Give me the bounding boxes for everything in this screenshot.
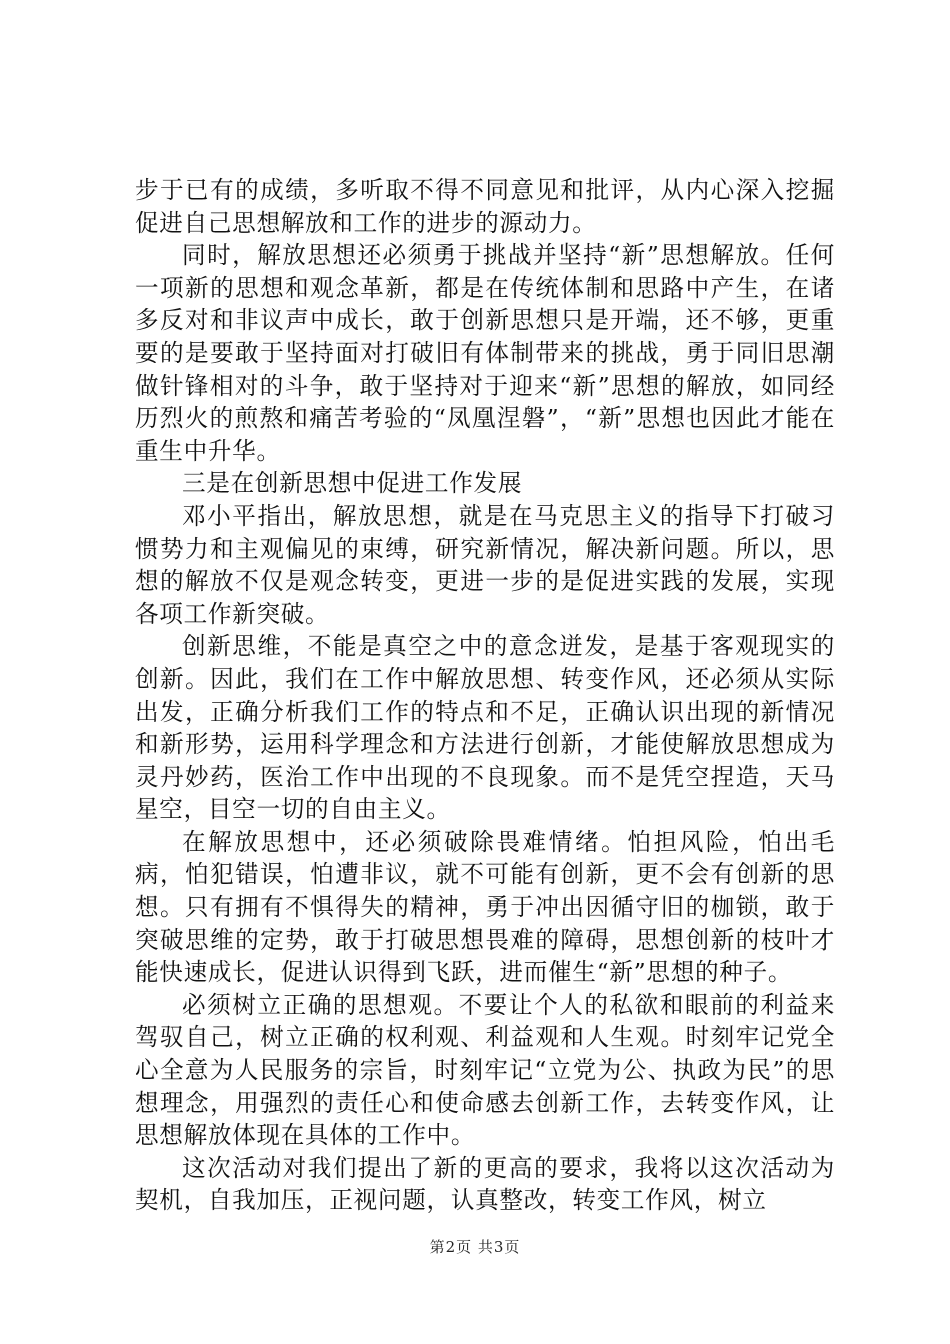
paragraph-new-thought-liberation: 同时，解放思想还必须勇于挑战并坚持“新”思想解放。任何一项新的思想和观念革新，都是在传统体制和思路中产生，在诸多反对和非议声中成长，敢于创新思想只是开端，还不够，更重要的是要敢于坚持面对打破旧有体制带来的挑战，勇于同旧思潮做针锋相对的斗争，敢于坚持对于迎来“新”思想的解放，如同经历烈火的煎熬和痛苦考验的“凤凰涅磐”，“新”思想也因此才能在重生中升华。 bbox=[135, 241, 835, 465]
paragraph-continuation: 步于已有的成绩，多听取不得不同意见和批评，从内心深入挖掘促进自己思想解放和工作的进步的源动力。 bbox=[135, 176, 835, 237]
document-body bbox=[135, 174, 835, 1217]
paragraph-correct-outlook: 必须树立正确的思想观。不要让个人的私欲和眼前的利益来驾驭自己，树立正确的权利观、利益观和人生观。时刻牢记党全心全意为人民服务的宗旨，时刻牢记“立党为公、执政为民”的思想理念，用强烈的责任心和使命感去创新工作，去转变作风，让思想解放体现在具体的工作中。 bbox=[135, 990, 835, 1150]
paragraph-overcome-fear: 在解放思想中，还必须破除畏难情绪。怕担风险，怕出毛病，怕犯错误，怕遭非议，就不可能有创新，更不会有创新的思想。只有拥有不惧得失的精神，勇于冲出因循守旧的枷锁，敢于突破思维的定势，敢于打破思想畏难的障碍，思想创新的枝叶才能快速成长，促进认识得到飞跃，进而催生“新”思想的种子。 bbox=[135, 827, 835, 987]
paragraph-innovative-thinking: 创新思维，不能是真空之中的意念迸发，是基于客观现实的创新。因此，我们在工作中解放思想、转变作风，还必须从实际出发，正确分析我们工作的特点和不足，正确认识出现的新情况和新形势，运用科学理念和方法进行创新，才能使解放思想成为灵丹妙药，医治工作中出现的不良现象。而不是凭空捏造，天马星空，目空一切的自由主义。 bbox=[135, 632, 835, 824]
section-heading: 三是在创新思想中促进工作发展 bbox=[182, 469, 523, 498]
page-number-footer: 第2页 共3页 bbox=[429, 1238, 521, 1256]
paragraph-deng-xiaoping: 邓小平指出，解放思想，就是在马克思主义的指导下打破习惯势力和主观偏见的束缚，研究新情况，解决新问题。所以，思想的解放不仅是观念转变，更进一步的是促进实践的发展，实现各项工作新突破。 bbox=[135, 501, 835, 628]
paragraph-activity-requirements: 这次活动对我们提出了新的更高的要求，我将以这次活动为契机，自我加压，正视问题，认真整改，转变工作风，树立 bbox=[135, 1153, 835, 1215]
